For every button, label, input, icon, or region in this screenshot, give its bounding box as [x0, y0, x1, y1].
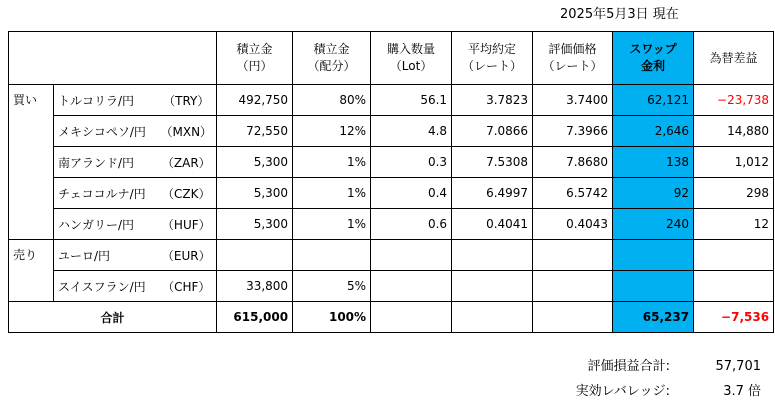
- fx-gain-cell: [694, 271, 774, 302]
- eval-rate-cell: 7.3966: [533, 116, 613, 147]
- leverage-label: 実効レバレッジ:: [575, 384, 670, 399]
- total-row: [9, 302, 774, 333]
- alloc-cell: 80%: [293, 85, 371, 116]
- eval-rate-cell: 0.4043: [533, 209, 613, 240]
- alloc-cell: 5%: [293, 271, 371, 302]
- pl-summary: [470, 356, 765, 378]
- pair-name: 南アランド/円: [54, 147, 157, 178]
- pl-value: 57,701: [715, 359, 761, 374]
- eval-rate-cell: 6.5742: [533, 178, 613, 209]
- header-eval-rate: 評価価格 （レート）: [533, 32, 613, 85]
- total-fx: −7,536: [694, 302, 774, 333]
- header-lots: 購入数量 （Lot）: [371, 32, 452, 85]
- avg-rate-cell: 0.4041: [452, 209, 533, 240]
- avg-rate-cell: [452, 240, 533, 271]
- table-body: [9, 85, 774, 302]
- pair-name: チェココルナ/円: [54, 178, 157, 209]
- table-row: [9, 116, 774, 147]
- leverage-summary: [470, 381, 765, 403]
- pair-name: ユーロ/円: [54, 240, 157, 271]
- lots-cell: 0.6: [371, 209, 452, 240]
- header-avg-rate: 平均約定 （レート）: [452, 32, 533, 85]
- pair-code: （HUF）: [157, 209, 217, 240]
- section-label-buy: 買い: [9, 85, 54, 240]
- table-row: [9, 240, 774, 271]
- eval-rate-cell: [533, 240, 613, 271]
- fx-gain-cell: 1,012: [694, 147, 774, 178]
- table-row: [9, 85, 774, 116]
- total-lots: [371, 302, 452, 333]
- fx-portfolio-table: [8, 31, 774, 333]
- total-amount: 615,000: [217, 302, 293, 333]
- pair-code: （TRY）: [157, 85, 217, 116]
- lots-cell: 4.8: [371, 116, 452, 147]
- alloc-cell: 1%: [293, 147, 371, 178]
- as-of-date: 2025年5月3日 現在: [560, 7, 679, 22]
- table-row: [9, 178, 774, 209]
- lots-cell: 0.4: [371, 178, 452, 209]
- avg-rate-cell: 3.7823: [452, 85, 533, 116]
- avg-rate-cell: 6.4997: [452, 178, 533, 209]
- eval-rate-cell: [533, 271, 613, 302]
- pair-name: トルコリラ/円: [54, 85, 157, 116]
- table-row: [9, 209, 774, 240]
- pair-code: （EUR）: [157, 240, 217, 271]
- amount-cell: 5,300: [217, 178, 293, 209]
- lots-cell: [371, 240, 452, 271]
- pair-name: スイスフラン/円: [54, 271, 157, 302]
- section-label-sell: 売り: [9, 240, 54, 302]
- swap-cell: 62,121: [613, 85, 694, 116]
- total-eval: [533, 302, 613, 333]
- amount-cell: [217, 240, 293, 271]
- amount-cell: 72,550: [217, 116, 293, 147]
- total-swap: 65,237: [613, 302, 694, 333]
- amount-cell: 33,800: [217, 271, 293, 302]
- eval-rate-cell: 7.8680: [533, 147, 613, 178]
- pair-code: （CZK）: [157, 178, 217, 209]
- total-avg: [452, 302, 533, 333]
- eval-rate-cell: 3.7400: [533, 85, 613, 116]
- header-row: [9, 32, 774, 85]
- swap-cell: [613, 240, 694, 271]
- pair-code: （ZAR）: [157, 147, 217, 178]
- swap-cell: 2,646: [613, 116, 694, 147]
- fx-gain-cell: 298: [694, 178, 774, 209]
- avg-rate-cell: 7.0866: [452, 116, 533, 147]
- alloc-cell: 1%: [293, 178, 371, 209]
- lots-cell: [371, 271, 452, 302]
- table-row: [9, 271, 774, 302]
- swap-cell: 240: [613, 209, 694, 240]
- pair-code: （MXN）: [157, 116, 217, 147]
- fx-gain-cell: −23,738: [694, 85, 774, 116]
- alloc-cell: 1%: [293, 209, 371, 240]
- pl-label: 評価損益合計:: [587, 359, 670, 374]
- header-swap: スワップ 金利: [613, 32, 694, 85]
- swap-cell: 92: [613, 178, 694, 209]
- lots-cell: 56.1: [371, 85, 452, 116]
- fx-gain-cell: [694, 240, 774, 271]
- alloc-cell: 12%: [293, 116, 371, 147]
- pair-name: メキシコペソ/円: [54, 116, 157, 147]
- swap-cell: 138: [613, 147, 694, 178]
- total-alloc: 100%: [293, 302, 371, 333]
- pair-name: ハンガリー/円: [54, 209, 157, 240]
- fx-gain-cell: 14,880: [694, 116, 774, 147]
- total-label: 合計: [9, 302, 217, 333]
- header-blank: [9, 32, 217, 85]
- header-amount: 積立金 （円）: [217, 32, 293, 85]
- table-row: [9, 147, 774, 178]
- amount-cell: 5,300: [217, 209, 293, 240]
- amount-cell: 492,750: [217, 85, 293, 116]
- alloc-cell: [293, 240, 371, 271]
- header-alloc: 積立金 （配分）: [293, 32, 371, 85]
- pair-code: （CHF）: [157, 271, 217, 302]
- leverage-value: 3.7 倍: [723, 384, 761, 399]
- amount-cell: 5,300: [217, 147, 293, 178]
- fx-gain-cell: 12: [694, 209, 774, 240]
- avg-rate-cell: 7.5308: [452, 147, 533, 178]
- lots-cell: 0.3: [371, 147, 452, 178]
- header-fx-gain: 為替差益: [694, 32, 774, 85]
- swap-cell: [613, 271, 694, 302]
- avg-rate-cell: [452, 271, 533, 302]
